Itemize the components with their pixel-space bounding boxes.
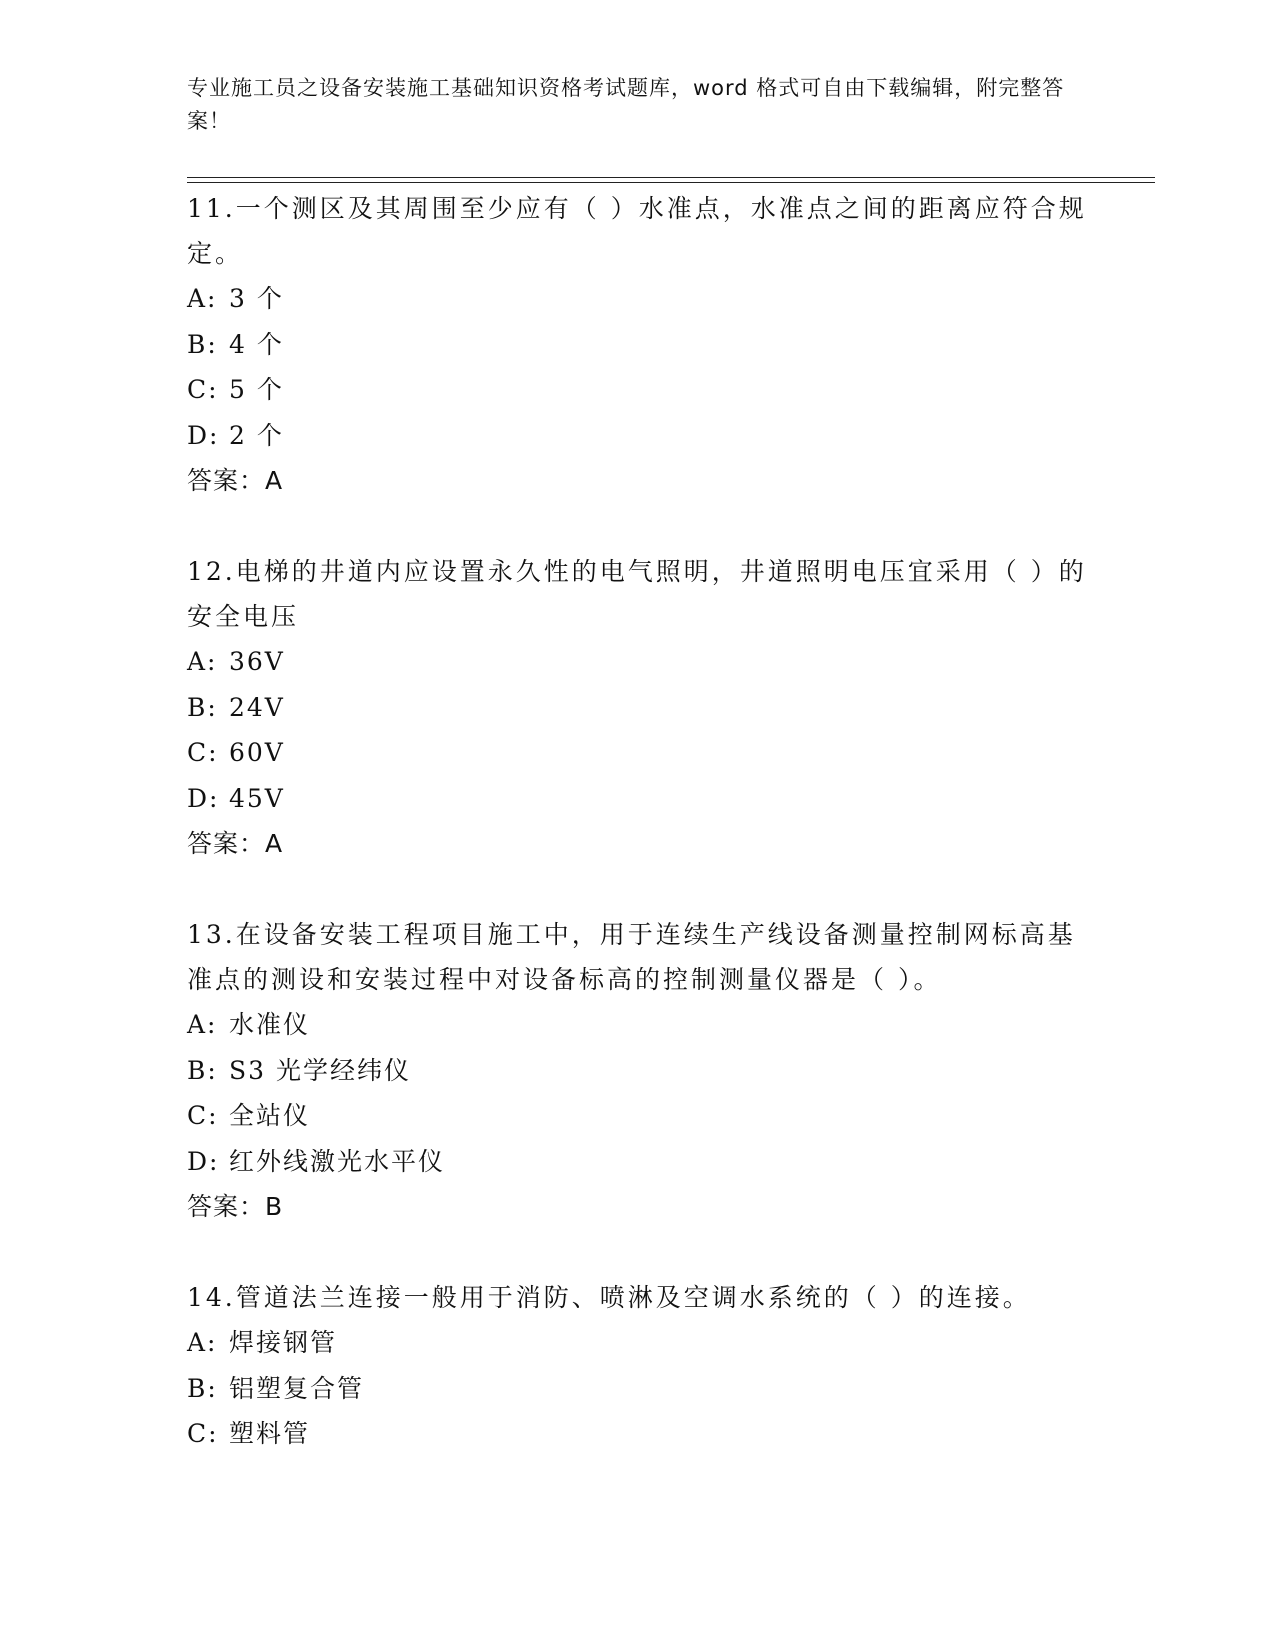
option-label: B: (187, 692, 218, 722)
option-b (187, 1048, 1087, 1094)
header-divider-bottom (187, 182, 1155, 183)
document-header: 专业施工员之设备安装施工基础知识资格考试题库，word 格式可自由下载编辑，附完整答案！ (187, 76, 1065, 133)
option-text: S3 光学经纬仪 (229, 1055, 411, 1085)
question-item (187, 1275, 1087, 1457)
option-a (187, 639, 1087, 685)
option-text: 红外线激光水平仪 (229, 1146, 446, 1176)
option-text: 全站仪 (229, 1101, 311, 1130)
question-item (187, 186, 1087, 503)
option-label: D: (187, 1146, 220, 1176)
question-text (187, 549, 1087, 639)
option-b (187, 322, 1087, 368)
option-text: 焊接钢管 (229, 1328, 338, 1357)
option-label: A: (187, 284, 218, 313)
question-list (187, 186, 1087, 1503)
option-text: 45V (229, 783, 285, 813)
option-label: B: (187, 1373, 218, 1403)
option-label: A: (187, 647, 218, 676)
option-label: A: (187, 1010, 218, 1039)
option-text: 60V (229, 738, 285, 767)
option-label: D: (187, 420, 220, 450)
question-body: 一个测区及其周围至少应有（ ）水准点，水准点之间的距离应符合规定。 (187, 194, 1087, 268)
option-label: A: (187, 1328, 218, 1357)
question-item (187, 912, 1087, 1229)
question-body: 电梯的井道内应设置永久性的电气照明，井道照明电压宜采用（ ）的安全电压 (187, 557, 1087, 631)
option-c (187, 1411, 1087, 1457)
question-text (187, 186, 1087, 276)
option-text: 36V (229, 647, 285, 676)
question-item (187, 549, 1087, 866)
option-label: C: (187, 1419, 219, 1448)
option-a (187, 1002, 1087, 1048)
question-number: 14. (187, 1283, 236, 1312)
option-d (187, 1139, 1087, 1185)
option-text: 5 个 (229, 375, 284, 404)
question-body: 管道法兰连接一般用于消防、喷淋及空调水系统的（ ）的连接。 (235, 1283, 1031, 1312)
option-d (187, 413, 1087, 459)
option-c (187, 1093, 1087, 1139)
question-text (187, 912, 1087, 1002)
question-body: 在设备安装工程项目施工中，用于连续生产线设备测量控制网标高基准点的测设和安装过程中对设备标高的控制测量仪器是（ ）。 (187, 920, 1076, 994)
option-label: D: (187, 783, 220, 813)
option-label: B: (187, 1055, 218, 1085)
header-divider-top (187, 177, 1155, 178)
question-text (187, 1275, 1087, 1320)
option-a (187, 276, 1087, 322)
answer-line: 答案：A (187, 466, 284, 495)
option-label: C: (187, 1101, 219, 1130)
question-number: 12. (187, 557, 236, 586)
answer-line: 答案：B (187, 1192, 284, 1221)
option-text: 24V (229, 692, 285, 722)
option-label: B: (187, 329, 218, 359)
question-number: 11. (187, 194, 236, 223)
option-c (187, 367, 1087, 413)
option-text: 3 个 (229, 284, 284, 313)
question-number: 13. (187, 920, 236, 949)
option-label: C: (187, 375, 219, 404)
option-d (187, 776, 1087, 822)
option-b (187, 685, 1087, 731)
option-text: 塑料管 (229, 1419, 311, 1448)
option-text: 4 个 (229, 329, 284, 359)
option-text: 水准仪 (229, 1010, 311, 1039)
option-text: 2 个 (229, 420, 284, 450)
option-c (187, 730, 1087, 776)
option-label: C: (187, 738, 219, 767)
option-text: 铝塑复合管 (229, 1373, 365, 1403)
option-a (187, 1320, 1087, 1366)
option-b (187, 1366, 1087, 1412)
answer-line: 答案：A (187, 829, 284, 858)
